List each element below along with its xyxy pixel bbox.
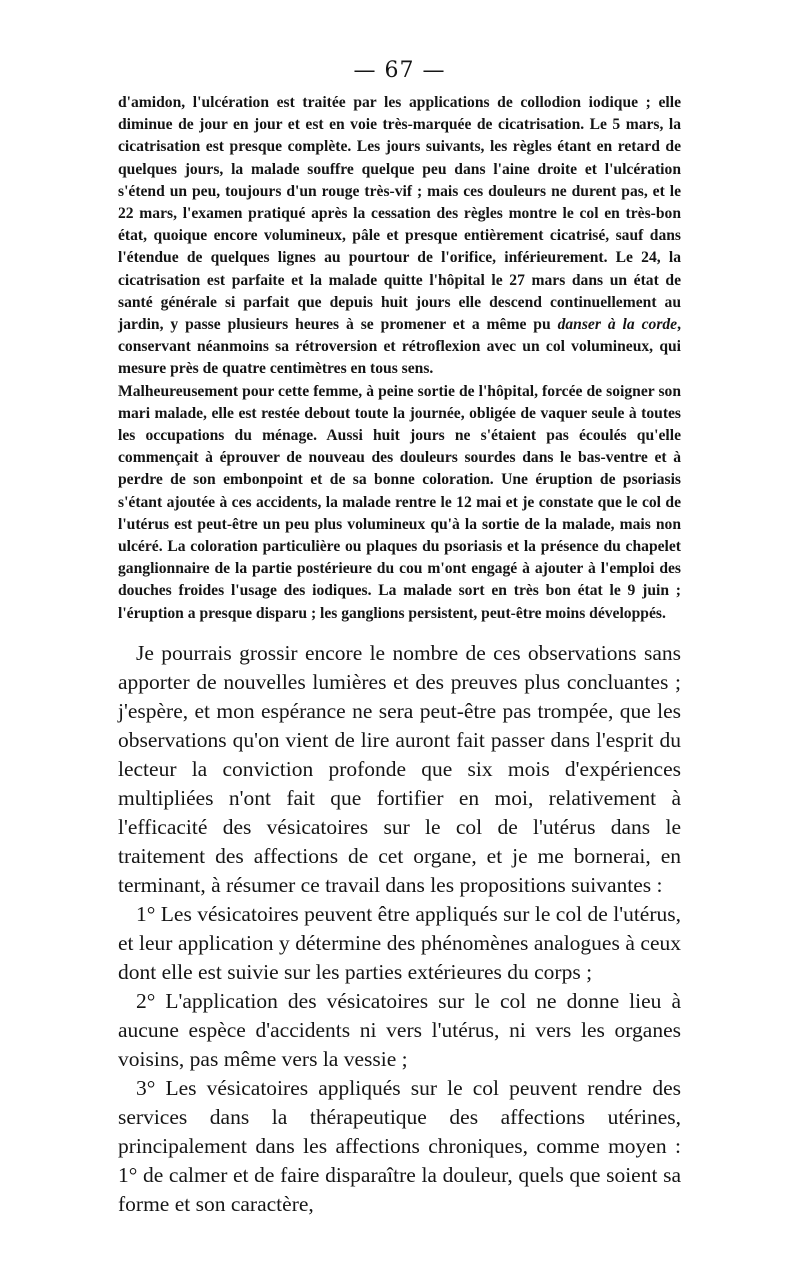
case-paragraph-1-end: , conservant néanmoins sa rétroversion et rétroflexion avec un col volumineux, qui mesure près de quatre centimètres en tous sens. bbox=[118, 316, 682, 378]
book-page bbox=[118, 58, 681, 1219]
page-number: — 67 — bbox=[353, 58, 446, 83]
proposition-1: 1° Les vésicatoires peuvent être appliqués sur le col de l'utérus, et leur application y détermine des phénomènes analogues à ceux dont elle est suivie sur les parties extérieures du corps ; bbox=[118, 901, 681, 984]
case-paragraph-1-text: d'amidon, l'ulcération est traitée par les applications de collodion iodique ; elle diminue de jour en jour et est en voie très-marquée de cicatrisation. Le 5 mars, la cicatrisation est presque complète. Les jours suivants, les règles étant en retard de quelques jours, la malade souffre quelque peu dans l'aine droite et l'ulcération s'étend un peu, toujours d'un rouge très-vif ; mais ces douleurs ne durent pas, et le 22 mars, l'examen pratiqué après la cessation des règles montre le col en très-bon état, quoique encore volumineux, pâle et presque entièrement cicatrisé, sauf dans l'étendue de quelques lignes au pourtour de l'orifice, inférieurement. Le 24, la cicatrisation est parfaite et la malade quitte l'hôpital le 27 mars dans un état de santé générale si parfait que depuis huit jours elle descend continuellement au jardin, y passe plusieurs heures à se promener et a même pu bbox=[118, 94, 681, 334]
case-paragraph-2: Malheureusement pour cette femme, à peine sortie de l'hôpital, forcée de soigner son mari malade, elle est restée debout toute la journée, obligée de vaquer seule à toutes les occupations du ménage. Aussi huit jours ne s'étaient pas écoulés qu'elle commençait à éprouver de nouveau des douleurs sourdes dans le bas-ventre et à perdre de son embonpoint et de sa bonne coloration. Une éruption de psoriasis s'étant ajoutée à ces accidents, la malade rentre le 12 mai et je constate que le col de l'utérus est peut-être un peu plus volumineux qu'à la sortie de la malade, mais non ulcéré. La coloration particulière ou plaques du psoriasis et la présence du chapelet ganglionnaire de la partie postérieure du cou m'ont engagé à ajouter à l'emploi des douches froides l'usage des iodiques. La malade sort en très bon état le 9 juin ; l'éruption a presque disparu ; les ganglions persistent, peut-être moins développés. bbox=[118, 382, 681, 622]
case-paragraph-1-italic: danser à la corde bbox=[557, 316, 678, 334]
conclusion-intro: Je pourrais grossir encore le nombre de ces observations sans apporter de nouvelles lumières et des preuves plus concluantes ; j'espère, et mon espérance ne sera peut-être pas trompée, que les observations qu'on vient de lire auront fait passer dans l'esprit du lecteur la conviction profonde que six mois d'expériences multipliées n'ont fait que fortifier en moi, relativement à l'efficacité des vésicatoires sur le col de l'utérus dans le traitement des affections de cet organe, et je me bornerai, en terminant, à résumer ce travail dans les propositions suivantes : bbox=[118, 640, 681, 897]
proposition-3: 3° Les vésicatoires appliqués sur le col peuvent rendre des services dans la thérapeutique des affections utérines, principalement dans les affections chroniques, comme moyen : 1° de calmer et de faire disparaître la douleur, quels que soient sa forme et son caractère, bbox=[118, 1075, 681, 1216]
case-paragraph-1 bbox=[118, 92, 681, 381]
proposition-2: 2° L'application des vésicatoires sur le col ne donne lieu à aucune espèce d'accidents ni vers l'utérus, ni vers les organes voisins, pas même vers la vessie ; bbox=[118, 988, 681, 1071]
